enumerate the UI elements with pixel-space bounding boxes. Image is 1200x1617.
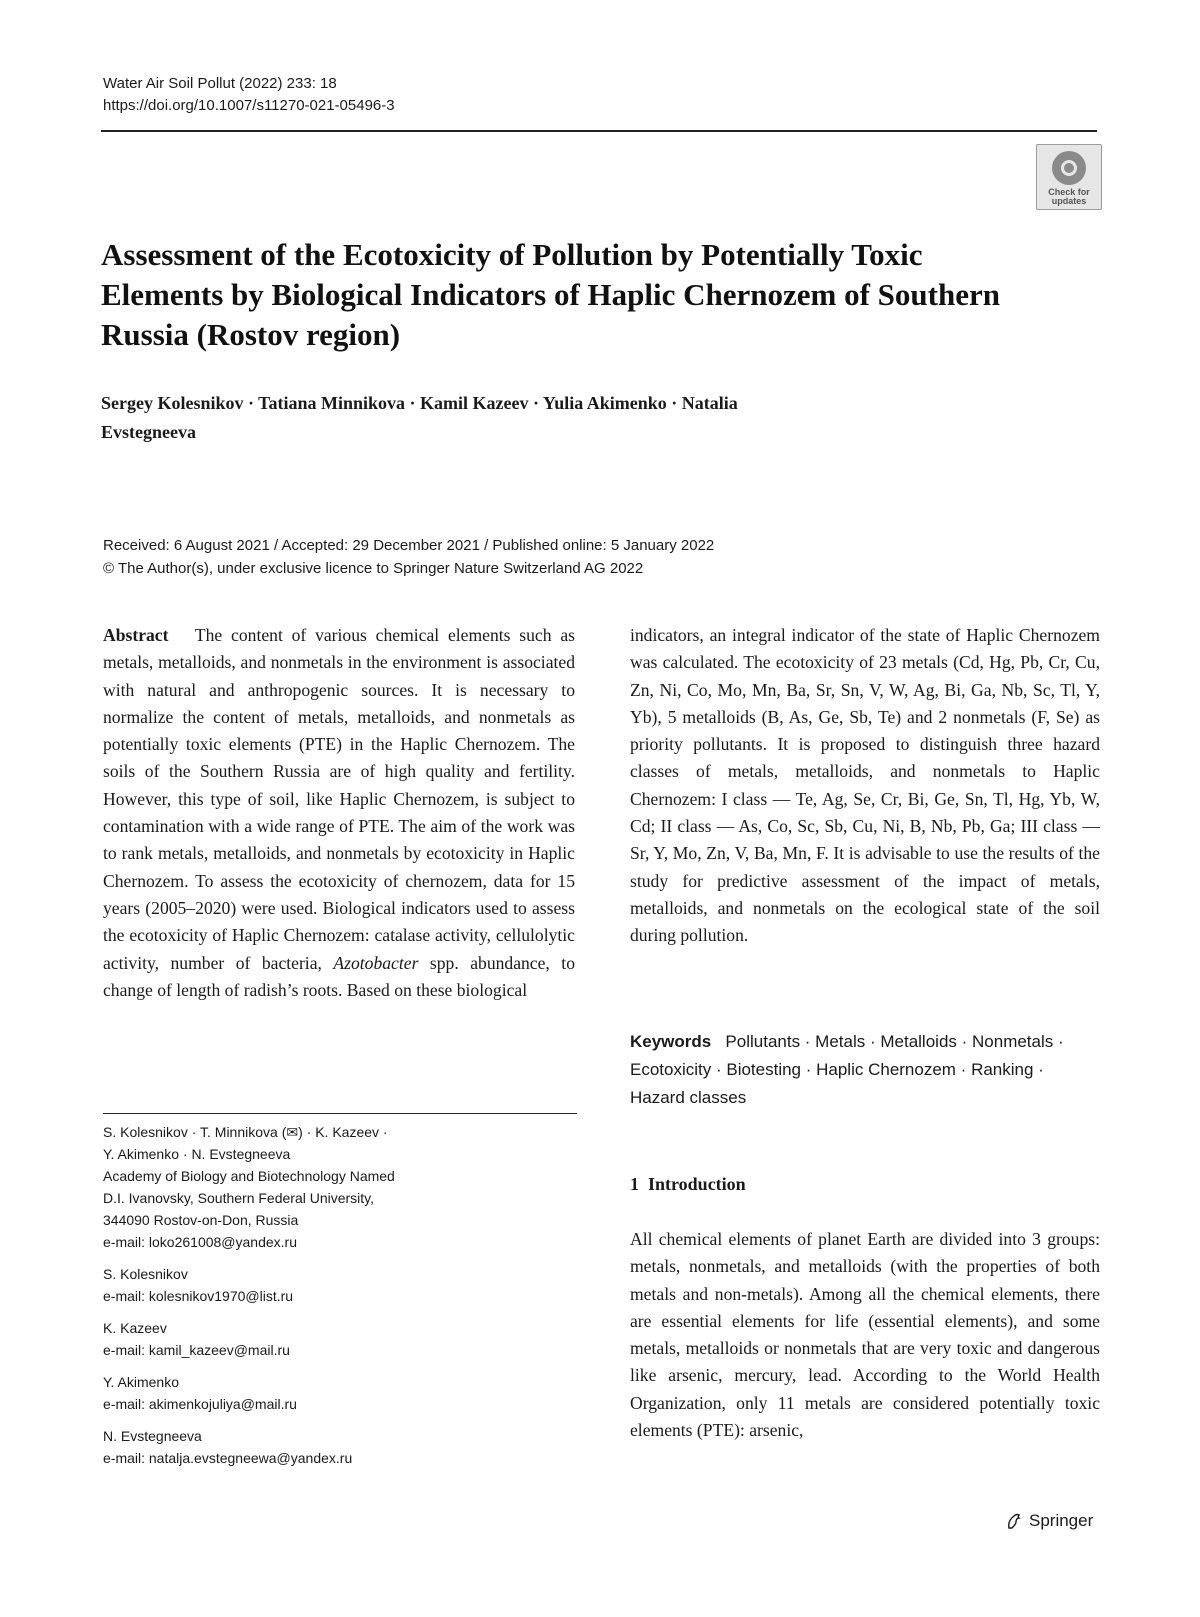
contact-email[interactable]: e-mail: kolesnikov1970@list.ru [103,1288,294,1304]
footnote-rule [103,1113,577,1114]
affiliation-line: 344090 Rostov-on-Don, Russia [103,1212,299,1228]
author-list: Sergey Kolesnikov · Tatiana Minnikova · Kamil Kazeev · Yulia Akimenko · Natalia Evstegneeva [101,393,738,442]
contact-name: N. Evstegneeva [103,1428,202,1444]
corresponding-email[interactable]: e-mail: loko261008@yandex.ru [103,1234,297,1250]
affiliation-line: Academy of Biology and Biotechnology Named [103,1168,395,1184]
contact-email[interactable]: e-mail: natalja.evstegneewa@yandex.ru [103,1450,353,1466]
abstract-right-column: indicators, an integral indicator of the state of Haplic Chernozem was calculated. The ecotoxicity of 23 metals (Cd, Hg, Pb, Cr, Cu, Zn, Ni, Co, Mo, Mn, Ba, Sr, Sn, V, W, Ag, Bi, Ga, Nb, Sc, Tl, Y, Yb), 5 metalloids (B, As, Ge, Sb, Te) and 2 nonmetals (F, Se) as priority pollutants. It is proposed to distinguish three hazard classes of metals, metalloids, and nonmetals to Haplic Chernozem: I class — Te, Ag, Se, Cr, Bi, Ge, Sn, Tl, Hg, Yb, W, Cd; II class — As, Co, Sc, Sb, Cu, Ni, B, Nb, Pb, Ga; III class — Sr, Y, Mo, Zn, V, Ba, Mn, F. It is advisable to use the results of the study for predictive assessment of the impact of metals, metalloids, and nonmetals on the ecological state of the soil during pollution. [630,625,1100,946]
abstract-text-part2: spp. abundance, to change of length of radish’s roots. Based on these biological [103,952,575,1000]
section-heading [630,1172,746,1196]
journal-header [103,73,395,117]
header-rule [101,130,1097,132]
introduction-text: All chemical elements of planet Earth are divided into 3 groups: metals, nonmetals, and metalloids (with the properties of both metals and non-metals). Among all the chemical elements, there are essential elements for life (essential elements), and some metals, metalloids or nonmetals that are very toxic and dangerous like arsenic, mercury, lead. According to the World Health Organization, only 11 metals are considered potentially toxic elements (PTE): arsenic, [630,1229,1100,1441]
received-accepted-published: Received: 6 August 2021 / Accepted: 29 December 2021 / Published online: 5 January 2022 [103,537,715,554]
abstract-left-column [103,622,575,1004]
doi-link[interactable]: https://doi.org/10.1007/s11270-021-05496-3 [103,97,395,114]
abstract-label: Abstract [103,625,169,645]
check-for-updates-label: Check for updates [1048,187,1090,206]
springer-horse-icon [1005,1512,1023,1530]
keywords-text: Pollutants · Metals · Metalloids · Nonmetals · Ecotoxicity · Biotesting · Haplic Chernozem · Ranking · Hazard classes [630,1032,1064,1107]
journal-citation: Water Air Soil Pollut (2022) 233: 18 [103,75,337,92]
contact-name: K. Kazeev [103,1320,167,1336]
affiliation-line: D.I. Ivanovsky, Southern Federal University, [103,1190,375,1206]
publisher-logo [1005,1509,1093,1533]
article-title: Assessment of the Ecotoxicity of Pollution by Potentially Toxic Elements by Biological Indicators of Haplic Chernozem of Southern Russia (Rostov region) [101,237,1000,352]
abstract-italic-term: Azotobacter [333,952,419,973]
publisher-name: Springer [1029,1511,1094,1530]
section-title: Introduction [648,1174,746,1194]
affiliation-line: Y. Akimenko · N. Evstegneeva [103,1146,291,1162]
affiliations [103,1121,577,1469]
section-number: 1 [630,1174,639,1194]
contact-email[interactable]: e-mail: kamil_kazeev@mail.ru [103,1342,290,1358]
contact-name: Y. Akimenko [103,1374,180,1390]
contact-email[interactable]: e-mail: akimenkojuliya@mail.ru [103,1396,297,1412]
publication-history [103,534,714,580]
keywords-label: Keywords [630,1032,712,1051]
abstract-text-part1: The content of various chemical elements such as metals, metalloids, and nonmetals in the environment is associated with natural and anthropogenic sources. It is necessary to normalize the content of metals, metalloids, and nonmetals as potentially toxic elements (PTE) in the Haplic Chernozem. The soils of the Southern Russia are of high quality and fertility. However, this type of soil, like Haplic Chernozem, is subject to contamination with a wide range of PTE. The aim of the work was to rank metals, metalloids, and nonmetals by ecotoxicity in Haplic Chernozem. To assess the ecotoxicity of chernozem, data for 15 years (2005–2020) were used. Biological indicators used to assess the ecotoxicity of Haplic Chernozem: catalase activity, cellulolytic activity, number of bacteria, [103,625,575,973]
check-for-updates-badge[interactable] [1036,144,1102,210]
contact-name: S. Kolesnikov [103,1266,188,1282]
check-for-updates-icon [1052,151,1086,185]
keywords [630,1028,1100,1112]
copyright-line: © The Author(s), under exclusive licence to Springer Nature Switzerland AG 2022 [103,560,644,577]
affiliation-line: S. Kolesnikov · T. Minnikova (✉) · K. Kazeev · [103,1124,388,1140]
